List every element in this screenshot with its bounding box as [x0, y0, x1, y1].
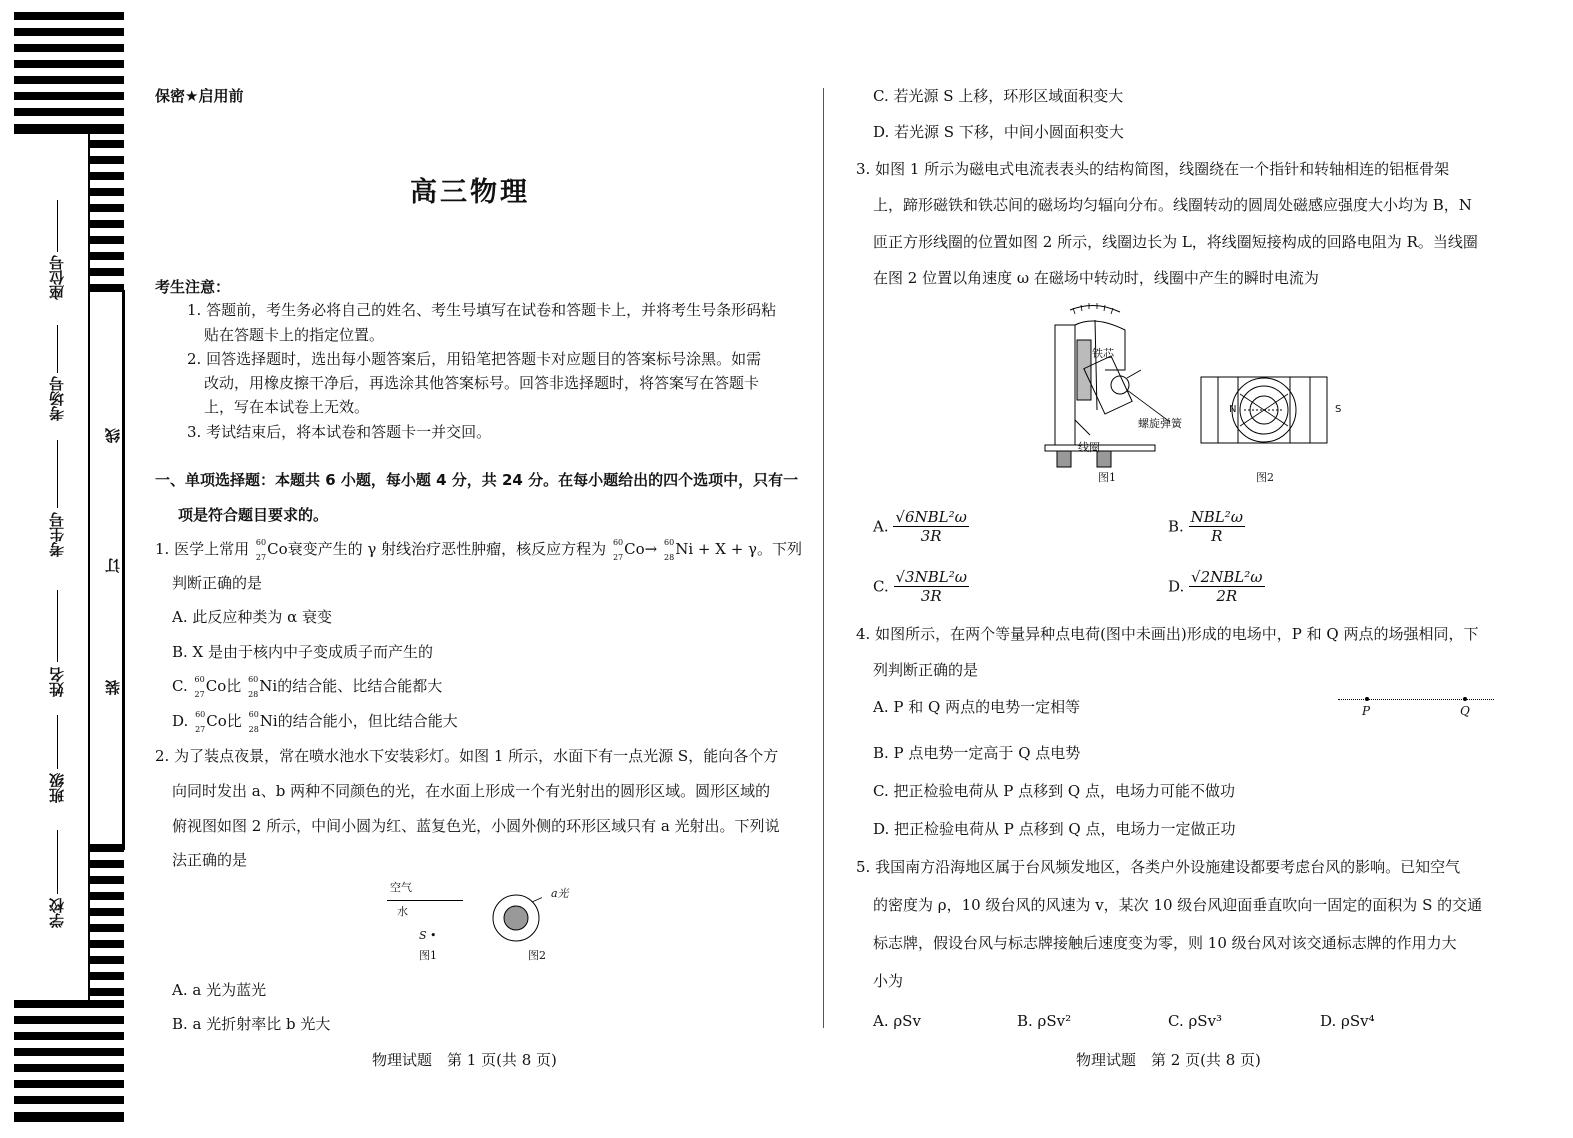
fig-air-label: 空气 [390, 881, 412, 894]
section-heading-cont: 项是符合题目要求的。 [178, 506, 329, 524]
q5-option-a: A. ρSv [873, 1012, 921, 1030]
fig2-caption: 图2 [528, 949, 546, 962]
q5-stem-line1: 5. 我国南方沿海地区属于台风频发地区，各类户外设施建设都要考虑台风的影响。已知空气 [856, 858, 1461, 876]
q4-option-c: C. 把正检验电荷从 P 点移到 Q 点，电场力可能不做功 [873, 782, 1235, 800]
confidential-mark: 保密★启用前 [155, 87, 244, 105]
fig-n-pole: N [1229, 404, 1237, 415]
q3-stem-line4: 在图 2 位置以角速度 ω 在磁场中转动时，线圈中产生的瞬时电流为 [873, 269, 1319, 287]
q3-stem-line2: 上，蹄形磁铁和铁芯间的磁场均匀辐向分布。线圈转动的圆周处磁感应强度大小均为 B，N [873, 196, 1472, 214]
fig2-caption: 图2 [1256, 471, 1274, 484]
q2-stem-line1: 2. 为了装点夜景，常在喷水池水下安装彩灯。如图 1 所示，水面下有一点光源 S，能向各个方 [155, 747, 779, 765]
q5-stem-line2: 的密度为 ρ，10 级台风的风速为 v，某次 10 级台风迎面垂直吹向一固定的面积为 S 的交通 [873, 896, 1483, 914]
fig-p-label: P [1362, 704, 1371, 718]
q3-stem-line3: 匝正方形线圈的位置如图 2 所示，线圈边长为 L，将线圈短接构成的回路电阻为 R。当线圈 [873, 233, 1478, 251]
cut-mark-bind: 订 [104, 558, 122, 573]
fig-q-label: Q [1460, 704, 1470, 718]
q2-stem-line4: 法正确的是 [172, 851, 248, 869]
q1-stem-line1: 1. 医学上常用 60 27 Co衰变产生的 γ 射线治疗恶性肿瘤，核反应方程为 60 27 Co→ 60 28 Ni + X + γ。下列 [155, 538, 803, 562]
q2-figure [385, 880, 585, 970]
fig-a-light-label: a光 [551, 887, 569, 900]
exam-room-label: 考场号 [48, 376, 66, 421]
column-divider [823, 88, 824, 1028]
q2-option-b: B. a 光折射率比 b 光大 [172, 1015, 331, 1033]
q5-option-c: C. ρSv³ [1168, 1012, 1223, 1030]
q1-option-c: C. 60 27 Co比 60 28 Ni的结合能、比结合能都大 [172, 675, 443, 699]
q3-option-d: D. $\frac{\text{√2NBL²ω}}{2R}$ [1168, 568, 1263, 605]
page-1-footer: 物理试题 第 1 页(共 8 页) [372, 1051, 557, 1069]
q1-stem-line2: 判断正确的是 [172, 574, 263, 592]
q4-option-d: D. 把正检验电荷从 P 点移到 Q 点，电场力一定做正功 [873, 820, 1236, 838]
q4-option-a: A. P 和 Q 两点的电势一定相等 [873, 698, 1081, 716]
notice-line: 1. 答题前，考生务必将自己的姓名、考生号填写在试卷和答题卡上，并将考生号条形码粘 [187, 301, 777, 319]
q2-stem-line2: 向同时发出 a、b 两种不同颜色的光，在水面上形成一个有光射出的圆形区域。圆形区域的 [172, 782, 771, 800]
galvanometer-diagram [1035, 300, 1185, 470]
school-label: 学校 [48, 898, 66, 928]
page-title: 高三物理 [410, 177, 530, 208]
fig2-circles [490, 892, 542, 944]
page-2-footer: 物理试题 第 2 页(共 8 页) [1076, 1051, 1261, 1069]
nuclide-co: 60 27 [255, 538, 267, 562]
q4-option-b: B. P 点电势一定高于 Q 点电势 [873, 744, 1081, 762]
q2-option-a: A. a 光为蓝光 [172, 981, 267, 999]
section-heading: 一、单项选择题：本题共 6 小题，每小题 4 分，共 24 分。在每小题给出的四个选项中，只有一 [155, 471, 799, 489]
q4-field-line-figure [1338, 692, 1496, 722]
seat-number-label: 座位号 [48, 255, 66, 300]
q5-option-d: D. ρSv⁴ [1320, 1012, 1375, 1030]
notice-line: 上，写在本试卷上无效。 [204, 398, 370, 416]
q3-stem-line1: 3. 如图 1 所示为磁电式电流表表头的结构简图，线圈绕在一个指针和转轴相连的铝框骨架 [856, 160, 1450, 178]
q3-option-c: C. $\frac{\text{√3NBL²ω}}{3R}$ [873, 568, 967, 605]
binding-strip [0, 0, 130, 1138]
q4-stem-line2: 列判断正确的是 [873, 661, 979, 679]
q5-stem-line3: 标志牌，假设台风与标志牌接触后速度变为零，则 10 级台风对该交通标志牌的作用力大 [873, 934, 1457, 952]
q3-figure [1030, 300, 1340, 492]
q2-option-c: C. 若光源 S 上移，环形区域面积变大 [873, 87, 1124, 105]
coil-top-view-diagram [1200, 376, 1328, 444]
notice-line: 3. 考试结束后，将本试卷和答题卡一并交回。 [187, 423, 492, 441]
q3-option-a: A. $\frac{\text{√6NBL²ω}}{3R}$ [873, 508, 967, 545]
q2-stem-line3: 俯视图如图 2 所示，中间小圆为红、蓝复色光，小圆外侧的环形区域只有 a 光射出。下列说 [172, 817, 780, 835]
notice-line: 贴在答题卡上的指定位置。 [204, 326, 385, 344]
q3-option-b: B. $\frac{\text{NBL²ω}}{R}$ [1168, 508, 1243, 545]
fig1-caption: 图1 [1098, 471, 1116, 484]
nuclide-ni: 60 28 [664, 538, 675, 562]
q2-option-d: D. 若光源 S 下移，中间小圆面积变大 [873, 123, 1124, 141]
notice-line: 2. 回答选择题时，选出每小题答案后，用铅笔把答题卡对应题目的答案标号涂黑。如需 [187, 350, 762, 368]
fig1-caption: 图1 [419, 949, 437, 962]
fig-coil-label: 线圈 [1078, 441, 1100, 454]
fig-spring-label: 螺旋弹簧 [1138, 417, 1182, 430]
cut-mark-install: 装 [104, 680, 122, 695]
notice-line: 改动，用橡皮擦干净后，再选涂其他答案标号。回答非选择题时，将答案写在答题卡 [204, 374, 760, 392]
fig-source-label: S • [419, 929, 437, 942]
notice-title: 考生注意： [155, 278, 231, 296]
q5-stem-line4: 小为 [873, 972, 904, 990]
q1-option-b: B. X 是由于核内中子变成质子而产生的 [172, 643, 434, 661]
fig-iron-core-label: 铁芯 [1092, 347, 1114, 360]
q5-option-b: B. ρSv² [1017, 1012, 1072, 1030]
class-label: 班级 [48, 773, 66, 803]
q4-stem-line1: 4. 如图所示，在两个等量异种点电荷(图中未画出)形成的电场中，P 和 Q 两点的场强相同，下 [856, 625, 1479, 643]
fig-water-label: 水 [397, 905, 408, 918]
candidate-number-label: 考生号 [48, 512, 66, 557]
cut-mark-line: 线 [104, 428, 122, 443]
q1-option-a: A. 此反应种类为 α 衰变 [172, 608, 333, 626]
fig-s-pole: S [1335, 404, 1342, 415]
q1-option-d: D. 60 27 Co比 60 28 Ni的结合能小，但比结合能大 [172, 710, 458, 734]
name-label: 姓名 [48, 667, 66, 697]
